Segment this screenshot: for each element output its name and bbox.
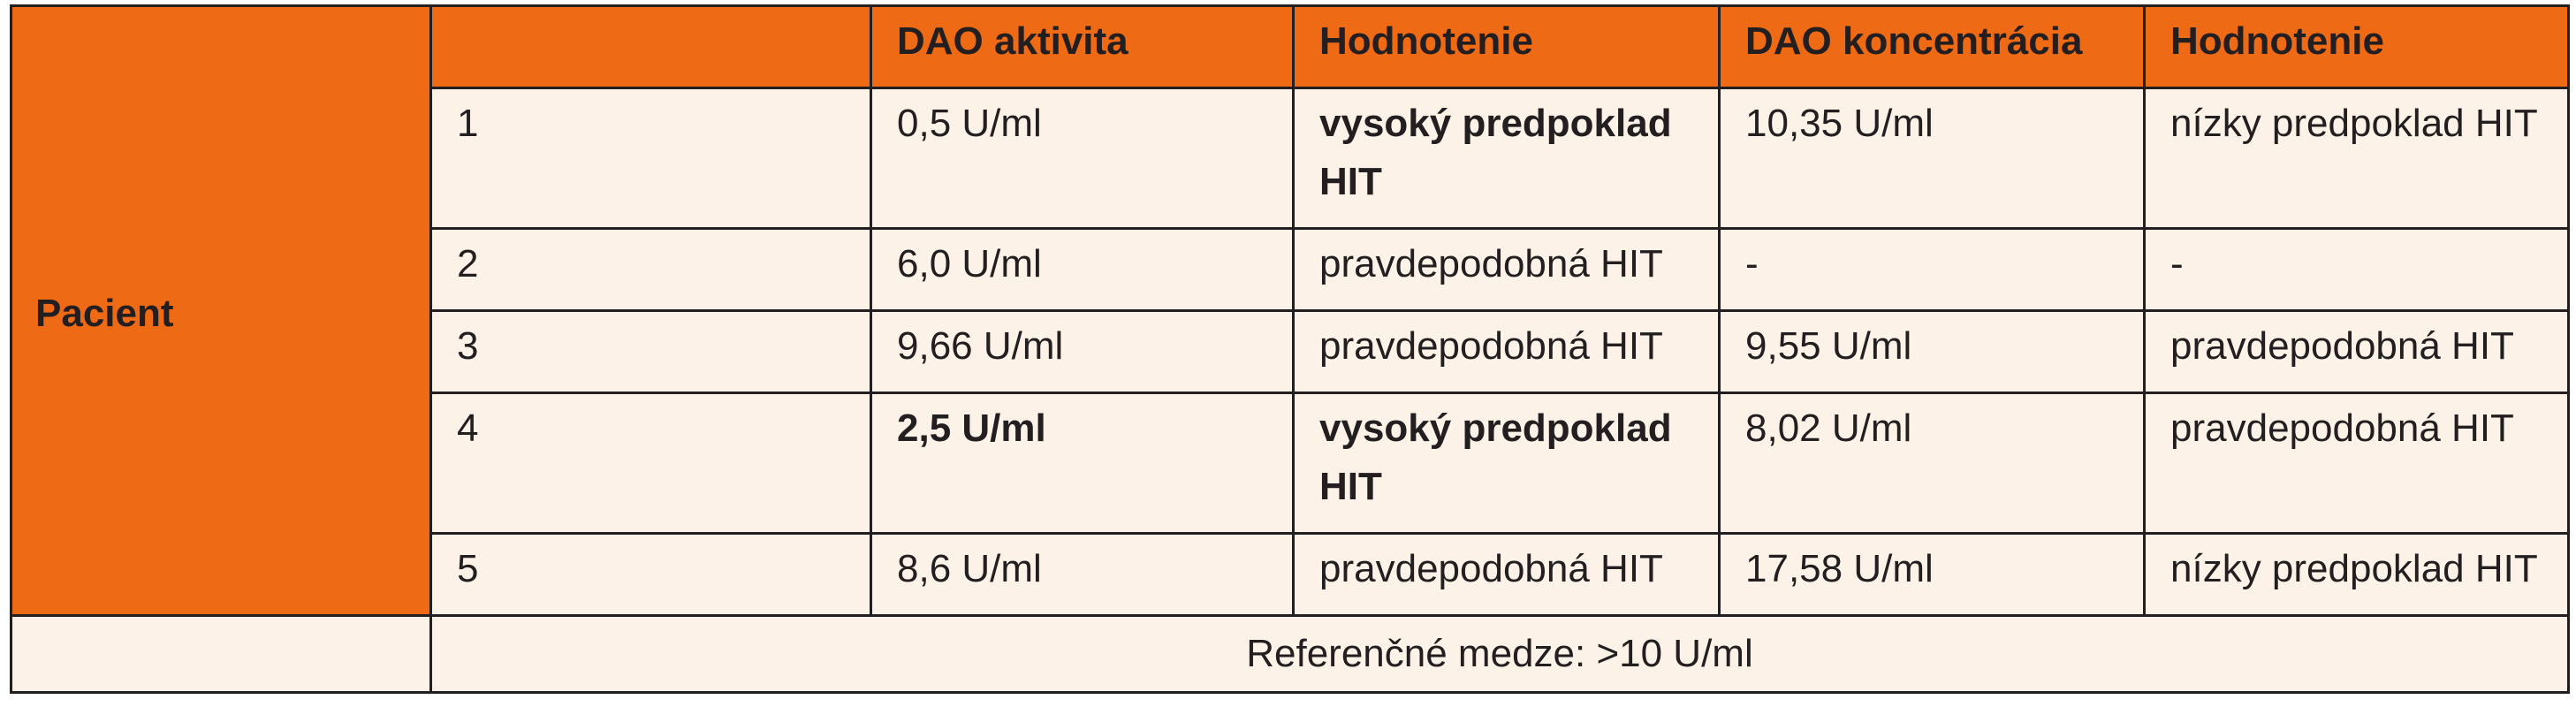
reference-note: Referenčné medze: >10 U/ml <box>431 616 2569 693</box>
cell-hodnotenie-1: vysoký predpoklad HIT <box>1294 88 1720 229</box>
cell-dao-koncentracia: 10,35 U/ml <box>1720 88 2145 229</box>
row-header-patient <box>11 6 431 616</box>
column-header-number <box>431 6 871 88</box>
cell-dao-aktivita: 9,66 U/ml <box>871 311 1294 393</box>
column-header-dao-koncentracia: DAO koncentrácia <box>1720 6 2145 88</box>
column-header-hodnotenie-1: Hodnotenie <box>1294 6 1720 88</box>
cell-patient-number: 5 <box>431 534 871 616</box>
cell-hodnotenie-1: pravdepodobná HIT <box>1294 534 1720 616</box>
cell-dao-aktivita: 6,0 U/ml <box>871 229 1294 311</box>
cell-hodnotenie-2: pravdepodobná HIT <box>2145 393 2569 534</box>
cell-hodnotenie-1: pravdepodobná HIT <box>1294 311 1720 393</box>
cell-hodnotenie-2: nízky predpoklad HIT <box>2145 88 2569 229</box>
reference-row <box>11 616 2569 693</box>
cell-dao-koncentracia: 9,55 U/ml <box>1720 311 2145 393</box>
cell-dao-koncentracia: 17,58 U/ml <box>1720 534 2145 616</box>
cell-hodnotenie-1: vysoký predpoklad HIT <box>1294 393 1720 534</box>
cell-hodnotenie-2: nízky predpoklad HIT <box>2145 534 2569 616</box>
cell-hodnotenie-2: - <box>2145 229 2569 311</box>
cell-dao-koncentracia: 8,02 U/ml <box>1720 393 2145 534</box>
row-header-label: Pacient <box>35 291 174 335</box>
cell-patient-number: 2 <box>431 229 871 311</box>
cell-dao-koncentracia: - <box>1720 229 2145 311</box>
cell-patient-number: 1 <box>431 88 871 229</box>
column-header-dao-aktivita: DAO aktivita <box>871 6 1294 88</box>
reference-row-blank <box>11 616 431 693</box>
cell-patient-number: 3 <box>431 311 871 393</box>
results-table <box>10 4 2570 694</box>
cell-hodnotenie-1: pravdepodobná HIT <box>1294 229 1720 311</box>
cell-hodnotenie-2: pravdepodobná HIT <box>2145 311 2569 393</box>
cell-dao-aktivita: 8,6 U/ml <box>871 534 1294 616</box>
cell-dao-aktivita: 0,5 U/ml <box>871 88 1294 229</box>
table-header-row <box>11 6 2569 88</box>
column-header-hodnotenie-2: Hodnotenie <box>2145 6 2569 88</box>
cell-dao-aktivita: 2,5 U/ml <box>871 393 1294 534</box>
cell-patient-number: 4 <box>431 393 871 534</box>
